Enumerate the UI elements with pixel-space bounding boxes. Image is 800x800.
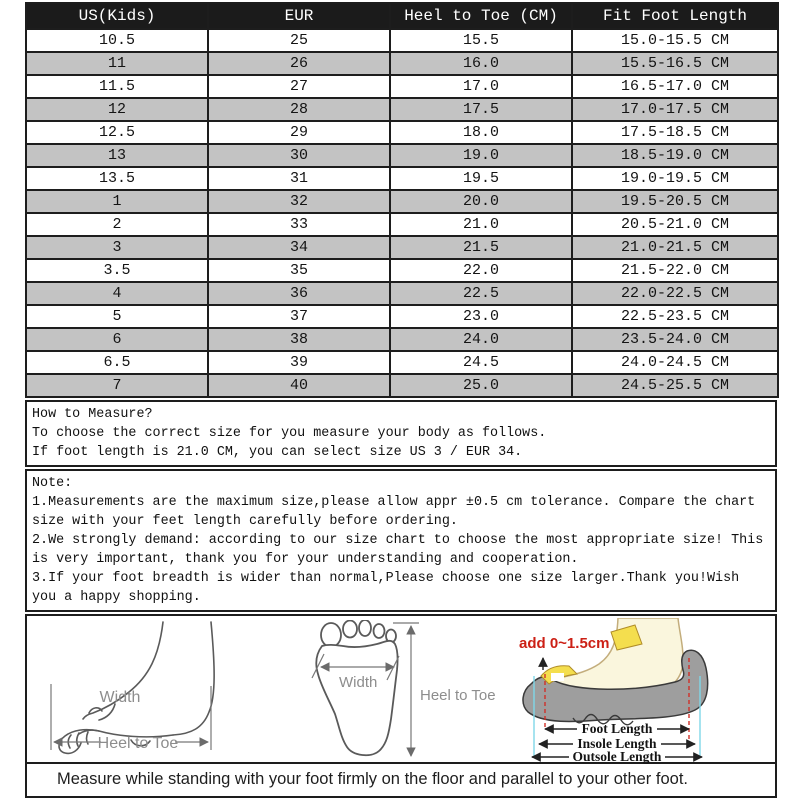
diagram-area [27, 616, 775, 764]
how-to-measure-line: To choose the correct size for you measure your body as follows. [32, 426, 547, 441]
measurement-diagrams-section [25, 614, 777, 798]
column-header-eur: EUR [208, 3, 390, 29]
eur-size-cell: 36 [208, 282, 390, 305]
us-size-cell: 13 [26, 144, 208, 167]
column-header-fit-foot-length: Fit Foot Length [572, 3, 778, 29]
measuring-instruction-caption: Measure while standing with your foot firmly on the floor and parallel to your other foot. [57, 770, 688, 788]
eur-size-cell: 26 [208, 52, 390, 75]
heel-to-toe-cell: 25.0 [390, 374, 572, 397]
us-size-cell: 5 [26, 305, 208, 328]
fit-foot-length-cell: 15.5-16.5 CM [572, 52, 778, 75]
fit-foot-length-cell: 22.5-23.5 CM [572, 305, 778, 328]
add-tolerance-label: add 0~1.5cm [519, 635, 610, 652]
table-row [26, 52, 778, 75]
footprint-width-label: Width [339, 674, 378, 691]
us-size-cell: 11 [26, 52, 208, 75]
eur-size-cell: 38 [208, 328, 390, 351]
table-row [26, 259, 778, 282]
table-row [26, 144, 778, 167]
note-line: you a happy shopping. [32, 590, 201, 605]
how-to-measure-section [25, 400, 777, 467]
heel-to-toe-cell: 21.5 [390, 236, 572, 259]
us-size-cell: 12 [26, 98, 208, 121]
table-row [26, 282, 778, 305]
heel-to-toe-cell: 23.0 [390, 305, 572, 328]
eur-size-cell: 33 [208, 213, 390, 236]
how-to-measure-line: If foot length is 21.0 CM, you can select size US 3 / EUR 34. [32, 445, 523, 460]
shoe-cross-section-diagram [515, 618, 775, 764]
table-row [26, 213, 778, 236]
table-row [26, 328, 778, 351]
foot-length-label: Foot Length [581, 721, 653, 736]
side-foot-width-label: Width [99, 689, 141, 706]
eur-size-cell: 37 [208, 305, 390, 328]
heel-to-toe-cell: 24.0 [390, 328, 572, 351]
heel-to-toe-cell: 17.0 [390, 75, 572, 98]
table-row [26, 190, 778, 213]
note-line: 2.We strongly demand: according to our size chart to choose the most appropriate size! This [32, 533, 764, 548]
heel-to-toe-cell: 15.5 [390, 29, 572, 52]
heel-to-toe-cell: 19.0 [390, 144, 572, 167]
fit-foot-length-cell: 22.0-22.5 CM [572, 282, 778, 305]
us-size-cell: 1 [26, 190, 208, 213]
us-size-cell: 11.5 [26, 75, 208, 98]
us-size-cell: 10.5 [26, 29, 208, 52]
footprint-heel-to-toe-label: Heel to Toe [420, 687, 496, 704]
outsole-length-label: Outsole Length [572, 749, 662, 764]
fit-foot-length-cell: 18.5-19.0 CM [572, 144, 778, 167]
fit-foot-length-cell: 19.5-20.5 CM [572, 190, 778, 213]
column-header-heel-to-toe: Heel to Toe (CM) [390, 3, 572, 29]
eur-size-cell: 32 [208, 190, 390, 213]
us-size-cell: 12.5 [26, 121, 208, 144]
content-column [25, 0, 777, 798]
fit-foot-length-cell: 16.5-17.0 CM [572, 75, 778, 98]
heel-to-toe-cell: 22.5 [390, 282, 572, 305]
table-header-row [26, 3, 778, 29]
eur-size-cell: 40 [208, 374, 390, 397]
heel-to-toe-cell: 21.0 [390, 213, 572, 236]
strap-buckle [551, 673, 564, 681]
eur-size-cell: 34 [208, 236, 390, 259]
fit-foot-length-cell: 17.5-18.5 CM [572, 121, 778, 144]
table-row [26, 305, 778, 328]
eur-size-cell: 25 [208, 29, 390, 52]
insole-length-label: Insole Length [577, 736, 657, 751]
us-size-cell: 13.5 [26, 167, 208, 190]
side-foot-heel-to-toe-label: Heel to Toe [97, 735, 179, 752]
eur-size-cell: 30 [208, 144, 390, 167]
table-row [26, 121, 778, 144]
table-row [26, 29, 778, 52]
table-row [26, 167, 778, 190]
note-section [25, 469, 777, 612]
heel-to-toe-cell: 22.0 [390, 259, 572, 282]
heel-to-toe-cell: 16.0 [390, 52, 572, 75]
note-line: 3.If your foot breadth is wider than normal,Please choose one size larger.Thank you!Wish [32, 571, 740, 586]
us-size-cell: 7 [26, 374, 208, 397]
size-chart-table [25, 2, 779, 398]
table-row [26, 374, 778, 397]
eur-size-cell: 35 [208, 259, 390, 282]
eur-size-cell: 29 [208, 121, 390, 144]
heel-to-toe-cell: 17.5 [390, 98, 572, 121]
heel-to-toe-cell: 18.0 [390, 121, 572, 144]
note-line: size with your feet length carefully before ordering. [32, 514, 458, 529]
note-line: Note: [32, 476, 73, 491]
fit-foot-length-cell: 19.0-19.5 CM [572, 167, 778, 190]
table-row [26, 75, 778, 98]
fit-foot-length-cell: 17.0-17.5 CM [572, 98, 778, 121]
note-line: 1.Measurements are the maximum size,please allow appr ±0.5 cm tolerance. Compare the chart [32, 495, 756, 510]
fit-foot-length-cell: 24.5-25.5 CM [572, 374, 778, 397]
table-row [26, 236, 778, 259]
table-row [26, 351, 778, 374]
how-to-measure-line: How to Measure? [32, 407, 153, 422]
eur-size-cell: 28 [208, 98, 390, 121]
fit-foot-length-cell: 24.0-24.5 CM [572, 351, 778, 374]
us-size-cell: 2 [26, 213, 208, 236]
heel-to-toe-cell: 19.5 [390, 167, 572, 190]
column-header-us-kids: US(Kids) [26, 3, 208, 29]
fit-foot-length-cell: 20.5-21.0 CM [572, 213, 778, 236]
fit-foot-length-cell: 21.0-21.5 CM [572, 236, 778, 259]
table-body [26, 29, 778, 397]
eur-size-cell: 39 [208, 351, 390, 374]
note-line: is very important, thank you for your understanding and cooperation. [32, 552, 579, 567]
table-row [26, 98, 778, 121]
fit-foot-length-cell: 21.5-22.0 CM [572, 259, 778, 282]
us-size-cell: 3.5 [26, 259, 208, 282]
footprint-diagram [301, 620, 501, 760]
heel-to-toe-cell: 24.5 [390, 351, 572, 374]
heel-to-toe-cell: 20.0 [390, 190, 572, 213]
foot-side-view-diagram [45, 620, 295, 760]
us-size-cell: 6 [26, 328, 208, 351]
eur-size-cell: 27 [208, 75, 390, 98]
eur-size-cell: 31 [208, 167, 390, 190]
fit-foot-length-cell: 15.0-15.5 CM [572, 29, 778, 52]
us-size-cell: 3 [26, 236, 208, 259]
fit-foot-length-cell: 23.5-24.0 CM [572, 328, 778, 351]
us-size-cell: 6.5 [26, 351, 208, 374]
us-size-cell: 4 [26, 282, 208, 305]
